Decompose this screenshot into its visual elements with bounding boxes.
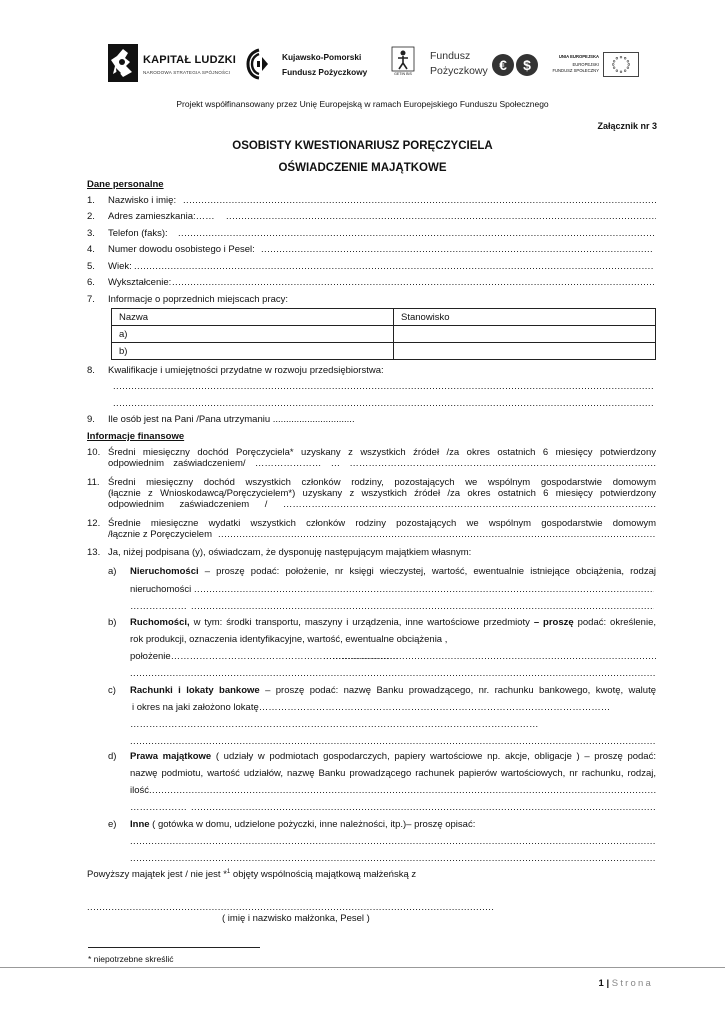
bank-accounts-heading: Rachunki i lokaty bankowe [130, 685, 260, 696]
education-input-line[interactable] [172, 277, 654, 288]
qualifications-input-line-2[interactable] [113, 398, 654, 409]
bank-accounts-text: – proszę podać: nazwę Banku prowadzącego, nr. rachunku bankowego, kwotę, walutę [259, 685, 657, 696]
ue-line1: UNIA EUROPEJSKA [558, 54, 599, 59]
item-number: 4. [87, 244, 95, 255]
marital-property-text: Powyższy majątek jest / nie jest * [87, 869, 227, 881]
kapital-ludzki-mark-icon [108, 44, 138, 82]
subitem-letter: b) [108, 617, 117, 628]
bank-accounts-line2[interactable]: i okres na jaki założono lokatę………………………………………………………………………………………………… [132, 702, 611, 713]
property-rights-heading: Prawa majątkowe [130, 751, 212, 762]
address-input-line[interactable] [226, 211, 656, 222]
real-estate-line2: nieruchomości [130, 584, 192, 595]
item11-text-line2: (łącznie z Wnioskodawcą/Poręczycielem*) uzyskany z wszystkich źródeł /za okres ostatnich 6 miesięcy potwierdzony [108, 488, 656, 499]
item12-text-line2: /łącznie z Poręczycielem [108, 529, 213, 540]
kapital-ludzki-title: KAPITAŁ LUDZKI [143, 54, 237, 66]
item10-text-line1: Średni miesięczny dochód Poręczyciela* uzyskany z wszystkich źródeł /za okres ostatnich 6 miesięcy potwierdzony [108, 447, 656, 458]
spouse-caption: ( imię i nazwisko małżonka, Pesel ) [222, 913, 370, 924]
movables-line2: rok produkcji, oznaczenia identyfikacyjne, wartość, ewentualne obciążenia , [130, 634, 448, 645]
education-label: Wykształcenie: [108, 277, 172, 288]
ue-line2: EUROPEJSKI [572, 62, 599, 67]
property-rights-text: ( udziały w podmiotach gospodarczych, papiery wartościowe np. akcje, obligacje ) – proszę podać: [211, 751, 656, 762]
name-label: Nazwisko i imię: [108, 195, 177, 206]
column-header-name: Nazwa [112, 309, 394, 326]
property-rights-input-line-1[interactable] [149, 785, 656, 796]
item11-text-line1: Średni miesięczny dochód wszystkich członków rodziny, pozostających we wspólnym gospodarstwie domowym [108, 477, 656, 488]
table-header-row [112, 309, 656, 326]
item-number: 11. [87, 477, 100, 488]
age-input-line[interactable] [134, 261, 654, 272]
phone-label: Telefon (faks): [108, 228, 168, 239]
item-number: 1. [87, 195, 95, 206]
id-pesel-label: Numer dowodu osobistego i Pesel: [108, 244, 255, 255]
ue-line3: FUNDUSZ SPOŁECZNY [552, 68, 599, 73]
item-number: 10. [87, 447, 101, 458]
other-assets-input-line-1[interactable] [130, 836, 656, 847]
movables-input-line-2[interactable] [130, 668, 656, 679]
movables-input-line-1[interactable] [323, 651, 656, 662]
id-pesel-input-line[interactable] [261, 244, 652, 255]
footnote-marker: 1 [226, 869, 231, 875]
item10-text-line2[interactable]: odpowiednim zaświadczeniem/ ………………… … ……………………………………………………………………………………. [108, 458, 656, 469]
item-number: 7. [87, 294, 95, 305]
item-number: 6. [87, 277, 95, 288]
getin-figure-icon [390, 46, 416, 72]
attachment-label: Załącznik nr 3 [597, 121, 657, 131]
fp-title-line1: Fundusz [430, 50, 471, 62]
getin-logo [390, 46, 416, 84]
property-rights-line3: ilość [130, 785, 150, 796]
eu-logo [543, 50, 639, 80]
age-label: Wiek: [108, 261, 132, 272]
real-estate-input-line-1[interactable] [194, 584, 654, 595]
document-subtitle: OŚWIADCZENIE MAJĄTKOWE [278, 162, 447, 174]
previous-jobs-label: Informacje o poprzednich miejscach pracy: [108, 294, 289, 305]
movables-text: w tym: środki transportu, maszyny i urządzenia, inne wartościowe przedmioty [189, 617, 534, 628]
property-rights-line4: ……………… [130, 802, 187, 813]
item11-text-line3[interactable]: odpowiednim zaświadczeniem / ………………………………………………………………………………………………………. [108, 499, 656, 510]
item12-text-line1: Średnie miesięczne wydatki wszystkich członków rodziny pozostających we wspólnym gospodarstwie domowym [108, 518, 656, 529]
item-number: 3. [87, 228, 95, 239]
subitem-letter: a) [108, 566, 117, 577]
bank-accounts-line1 [130, 685, 656, 696]
page-word: Strona [611, 978, 653, 989]
real-estate-text: – proszę podać: położenie, nr księgi wieczystej, wartość, ewentualnie istniejące obciążenia, rodzaj [198, 566, 656, 577]
name-input-line[interactable] [183, 195, 656, 206]
kp-mark-icon [246, 48, 272, 80]
real-estate-heading: Nieruchomości [130, 566, 199, 577]
property-rights-line2: nazwę podmiotu, wartość udziałów, nazwę Banku prowadzącego rachunek papierów wartościowych, nr rachunku, rodzaj, [130, 768, 656, 779]
footer-divider [0, 967, 725, 968]
bank-accounts-line3[interactable]: ………………………………………………………………………………………………………………… [130, 719, 539, 730]
document-title: OSOBISTY KWESTIONARIUSZ PORĘCZYCIELA [232, 140, 493, 152]
item-number: 8. [87, 365, 95, 376]
column-header-position: Stanowisko [394, 309, 656, 326]
page-number-value: 1 [598, 978, 604, 989]
other-assets-text: ( gotówka w domu, udzielone pożyczki, inne należności, itp.)– proszę opisać: [149, 819, 476, 830]
page-number [599, 978, 653, 989]
fundusz-pozyczkowy-logo [426, 46, 546, 84]
other-assets-line1 [130, 819, 475, 830]
euro-coin-icon: € [492, 54, 514, 76]
movables-instruction: – proszę [533, 617, 574, 628]
item12-input-line[interactable] [218, 529, 656, 540]
item-number: 2. [87, 211, 95, 222]
property-rights-line1 [130, 751, 656, 762]
movables-line1 [130, 617, 656, 628]
table-cell-b[interactable]: b) [112, 343, 394, 360]
phone-input-line[interactable] [178, 228, 656, 239]
eu-flag-icon [603, 52, 639, 77]
kapital-ludzki-subtitle: NARODOWA STRATEGIA SPÓJNOŚCI [143, 70, 231, 75]
other-assets-input-line-2[interactable] [130, 853, 656, 864]
dependents-label[interactable]: Ile osób jest na Pani /Pana utrzymaniu ............................... [108, 414, 355, 425]
previous-jobs-table [111, 308, 656, 360]
marital-property-statement [87, 869, 416, 880]
movables-text2: podać: określenie, [573, 617, 656, 628]
item-number: 5. [87, 261, 95, 272]
kujawsko-pomorski-logo [246, 48, 381, 84]
subitem-letter: c) [108, 685, 116, 696]
address-label: Adres zamieszkania:…… [108, 211, 215, 222]
item-number: 12. [87, 518, 101, 529]
table-row [112, 343, 656, 360]
subitem-letter: d) [108, 751, 117, 762]
other-assets-heading: Inne [130, 819, 150, 830]
subitem-letter: e) [108, 819, 117, 830]
fp-title-line2: Pożyczkowy [430, 65, 488, 77]
table-row [112, 326, 656, 343]
footnote-text: * niepotrzebne skreślić [88, 954, 174, 964]
real-estate-input-line-2[interactable] [191, 601, 654, 612]
kp-title-line1: Kujawsko-Pomorski [282, 52, 362, 62]
movables-heading: Ruchomości, [130, 617, 190, 628]
qualifications-label: Kwalifikacje i umiejętności przydatne w rozwoju przedsiębiorstwa: [108, 365, 384, 376]
table-cell-position-b[interactable] [394, 343, 656, 360]
movables-line3: położenie……………………………………………………………… [130, 651, 399, 662]
bank-accounts-input-line[interactable] [130, 736, 656, 747]
cofinancing-note: Projekt współfinansowany przez Unię Europejską w ramach Europejskiego Funduszu Społecznego [176, 99, 549, 109]
real-estate-line3: ……………… [130, 601, 187, 612]
marital-property-text2: objęty wspólnością majątkową małżeńską z [230, 869, 417, 881]
kapital-ludzki-logo [108, 44, 237, 84]
property-rights-input-line-2[interactable] [191, 802, 656, 813]
qualifications-input-line-1[interactable] [113, 381, 654, 392]
page-number-separator: | [606, 978, 610, 989]
personal-data-heading: Dane personalne [87, 179, 164, 190]
dollar-coin-icon: $ [516, 54, 538, 76]
item-number: 13. [87, 547, 101, 558]
footnote-separator [88, 947, 260, 948]
financial-info-heading: Informacje finansowe [87, 431, 185, 442]
real-estate-line1 [130, 566, 656, 577]
item-number: 9. [87, 414, 95, 425]
table-cell-position-a[interactable] [394, 326, 656, 343]
spouse-input-line[interactable] [87, 902, 495, 913]
item13-text: Ja, niżej podpisana (y), oświadczam, że dysponuję następującym majątkiem własnym: [108, 547, 472, 558]
table-cell-a[interactable]: a) [112, 326, 394, 343]
header-logos [108, 40, 648, 90]
kp-title-line2: Fundusz Pożyczkowy [282, 67, 368, 77]
getin-label: GETIN BIS [394, 72, 412, 76]
